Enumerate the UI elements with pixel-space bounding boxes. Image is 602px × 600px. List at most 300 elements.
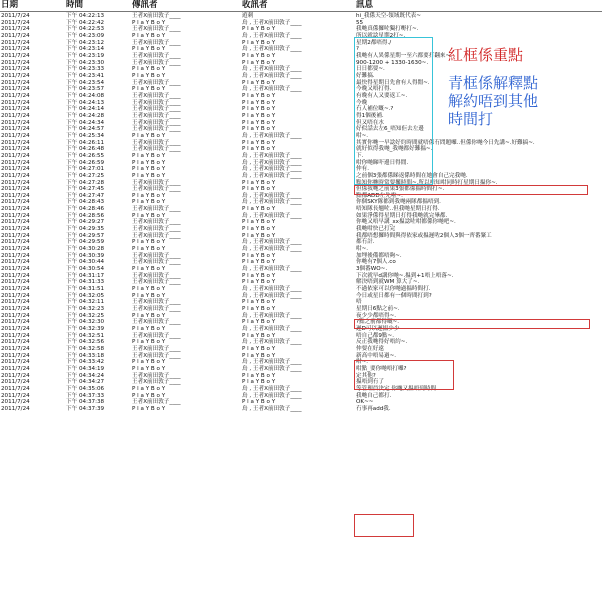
cell-recipient: P l a Y B o Y: [242, 219, 276, 226]
cell-sender: P l a Y B o Y: [132, 365, 166, 372]
cell-date: 2011/7/24: [1, 266, 30, 273]
cell-time: 下午 04:24:14: [66, 106, 105, 113]
cell-time: 下午 04:34:24: [66, 372, 105, 379]
cell-date: 2011/7/24: [1, 299, 30, 306]
cell-message: 55: [356, 19, 364, 26]
column-header-message: 訊息: [356, 0, 374, 10]
cell-recipient: P l a Y B o Y: [242, 232, 276, 239]
cell-recipient: 鳥 , 王者X前田敦子____: [242, 166, 302, 173]
cell-recipient: P l a Y B o Y: [242, 106, 276, 113]
cell-time: 下午 04:23:14: [66, 46, 105, 53]
cell-date: 2011/7/24: [1, 126, 30, 133]
cell-sender: P l a Y B o Y: [132, 166, 166, 173]
cell-recipient: P l a Y B o Y: [242, 379, 276, 386]
cell-date: 2011/7/24: [1, 372, 30, 379]
cell-recipient: P l a Y B o Y: [242, 332, 276, 339]
cell-time: 下午 04:32:23: [66, 306, 105, 313]
cell-time: 下午 04:23:30: [66, 59, 105, 66]
cell-recipient: P l a Y B o Y: [242, 146, 276, 153]
cell-time: 下午 04:30:39: [66, 252, 105, 259]
cell-recipient: 鳥 , 王者X前田敦子____: [242, 199, 302, 206]
cell-message: 定其他?: [356, 372, 376, 379]
cyan-highlight-box: [354, 37, 433, 185]
cell-sender: P l a Y B o Y: [132, 239, 166, 246]
cell-sender: P l a Y B o Y: [132, 339, 166, 346]
cell-time: 下午 04:25:34: [66, 132, 105, 139]
cell-time: 下午 04:28:43: [66, 199, 105, 206]
cell-time: 下午 04:29:27: [66, 219, 105, 226]
cell-sender: 王者X前田敦子____: [132, 106, 181, 113]
cell-recipient: P l a Y B o Y: [242, 179, 276, 186]
cell-sender: P l a Y B o Y: [132, 326, 166, 333]
cell-time: 下午 04:24:13: [66, 99, 105, 106]
cell-recipient: 遊刺: [242, 13, 254, 19]
cell-time: 下午 04:22:42: [66, 19, 105, 26]
cell-time: 下午 04:33:42: [66, 359, 105, 366]
cell-sender: 王者X前田敦子____: [132, 52, 181, 59]
cell-sender: 王者X前田敦子____: [132, 219, 181, 226]
cell-time: 下午 04:23:33: [66, 66, 105, 73]
column-header-recipient: 收訊者: [242, 0, 268, 10]
cell-sender: P l a Y B o Y: [132, 385, 166, 392]
cell-time: 下午 04:22:13: [66, 13, 105, 19]
cell-recipient: 鳥 , 王者X前田敦子____: [242, 239, 302, 246]
cell-date: 2011/7/24: [1, 405, 30, 412]
cell-message: 有晚有人又要返工~.: [356, 92, 408, 99]
cell-date: 2011/7/24: [1, 132, 30, 139]
cell-date: 2011/7/24: [1, 212, 30, 219]
cell-sender: 王者X前田敦子____: [132, 112, 181, 119]
cell-message: 不過依家可以你哋過揾時間打.: [356, 286, 431, 293]
cell-message: 咁~.: [356, 132, 369, 139]
cell-message: 加埋後備都唔夠~.: [356, 252, 402, 259]
cell-time: 下午 04:33:18: [66, 352, 105, 359]
cell-recipient: 鳥 , 王者X前田敦子____: [242, 46, 302, 53]
cell-message: 如果淨係得星期日打得我哋就完畢都.: [356, 212, 448, 219]
cell-sender: 王者X前田敦子____: [132, 186, 181, 193]
cell-message: 點都ADD左先啦~.: [356, 192, 403, 199]
cell-recipient: 鳥 , 王者X前田敦子____: [242, 266, 302, 273]
cell-sender: 王者X前田敦子____: [132, 399, 181, 406]
cell-sender: P l a Y B o Y: [132, 266, 166, 273]
cell-sender: P l a Y B o Y: [132, 192, 166, 199]
cell-sender: 王者X前田敦子____: [132, 232, 181, 239]
cell-time: 下午 04:30:28: [66, 246, 105, 253]
cell-time: 下午 04:23:12: [66, 39, 105, 46]
cell-recipient: P l a Y B o Y: [242, 126, 276, 133]
cell-recipient: P l a Y B o Y: [242, 139, 276, 146]
red-highlight-box: [354, 319, 590, 329]
cell-time: 下午 04:32:11: [66, 299, 105, 306]
cell-recipient: P l a Y B o Y: [242, 52, 276, 59]
cell-recipient: 鳥 , 王者X前田敦子____: [242, 72, 302, 79]
cell-sender: P l a Y B o Y: [132, 405, 166, 412]
cell-date: 2011/7/24: [1, 319, 30, 326]
cell-time: 下午 04:26:55: [66, 152, 105, 159]
cell-recipient: 鳥 , 王者X前田敦子____: [242, 392, 302, 399]
cell-time: 下午 04:24:34: [66, 119, 105, 126]
cell-time: 下午 04:32:58: [66, 346, 105, 352]
cell-message: 其實你哋一早諗好約時間就唔係冇問題囉..但係你哋今日先講~.好難搞~.: [356, 139, 535, 146]
cell-message: 你個SKY隊都到我哋兩隊都揾唔到.: [356, 199, 441, 206]
cell-message: 900-1200 + 1330-1630~.: [356, 59, 429, 66]
cell-sender: 王者X前田敦子____: [132, 126, 181, 133]
cell-date: 2011/7/24: [1, 19, 30, 26]
cell-message: 好難搞.: [356, 72, 375, 79]
cell-recipient: P l a Y B o Y: [242, 112, 276, 119]
cell-sender: 王者X前田敦子____: [132, 346, 181, 352]
cell-time: 下午 04:29:59: [66, 239, 105, 246]
cell-date: 2011/7/24: [1, 26, 30, 33]
cell-sender: P l a Y B o Y: [132, 392, 166, 399]
cell-message: 我哋真係攞咗獨打嘢打~.: [356, 26, 419, 33]
cell-message: 我哋自己都打.: [356, 392, 392, 399]
cell-time: 下午 04:32:30: [66, 319, 105, 326]
cell-recipient: P l a Y B o Y: [242, 226, 276, 233]
cell-time: 下午 04:30:54: [66, 266, 105, 273]
cell-time: 下午 04:24:57: [66, 126, 105, 133]
cell-sender: 王者X前田敦子____: [132, 306, 181, 313]
cell-date: 2011/7/24: [1, 152, 30, 159]
cell-message: 星期2都唔得./: [356, 39, 392, 46]
cell-message: 都冇計.: [356, 239, 375, 246]
blue-annotation-line: 時間打: [448, 110, 494, 128]
cell-date: 2011/7/24: [1, 106, 30, 113]
cell-message: 就好似得我哋_我哋都好難揾~.: [356, 146, 433, 153]
table-row: [0, 406, 602, 412]
cell-message: 咁~.: [356, 359, 369, 366]
cell-time: 下午 04:31:17: [66, 272, 105, 279]
cell-recipient: 鳥 , 王者X前田敦子____: [242, 152, 302, 159]
cell-sender: 王者X前田敦子____: [132, 39, 181, 46]
cell-sender: 王者X前田敦子____: [132, 299, 181, 306]
cell-message: 夜少少都唔得~.: [356, 312, 397, 319]
cell-recipient: 鳥 , 王者X前田敦子____: [242, 385, 302, 392]
cell-sender: P l a Y B o Y: [132, 19, 166, 26]
cell-recipient: P l a Y B o Y: [242, 119, 276, 126]
cell-time: 下午 04:28:56: [66, 212, 105, 219]
cell-sender: 王者X前田敦子____: [132, 13, 181, 19]
cell-date: 2011/7/24: [1, 146, 30, 153]
cell-recipient: 鳥 , 王者X前田敦子____: [242, 312, 302, 319]
cell-sender: P l a Y B o Y: [132, 32, 166, 39]
cell-message: hi_我係天空-領域既代表~: [356, 13, 421, 19]
cell-date: 2011/7/24: [1, 286, 30, 293]
cell-recipient: P l a Y B o Y: [242, 59, 276, 66]
cell-date: 2011/7/24: [1, 352, 30, 359]
cell-date: 2011/7/24: [1, 259, 30, 266]
cell-time: 下午 04:27:25: [66, 172, 105, 179]
cell-date: 2011/7/24: [1, 219, 30, 226]
cell-message: 之前個3張都係睇返係時間在她會自己完我哋.: [356, 172, 468, 179]
cell-date: 2011/7/24: [1, 92, 30, 99]
cell-date: 2011/7/24: [1, 332, 30, 339]
cell-message: 今晚又唔打得.: [356, 86, 392, 93]
cell-date: 2011/7/24: [1, 52, 30, 59]
cell-date: 2011/7/24: [1, 179, 30, 186]
cell-message: 揾唔到冇了: [356, 379, 384, 386]
cell-message: 解決唔到就WM 算大了~.: [356, 279, 420, 286]
cell-time: 下午 04:32:39: [66, 326, 105, 333]
cell-message: 但係我哋之前果3張都係揾時間打~.: [356, 186, 445, 193]
cell-date: 2011/7/24: [1, 232, 30, 239]
cell-message: 我哋咁快已打完: [356, 226, 396, 233]
cell-time: 下午 04:35:06: [66, 385, 105, 392]
cell-sender: P l a Y B o Y: [132, 72, 166, 79]
cell-time: 下午 04:26:48: [66, 146, 105, 153]
cell-date: 2011/7/24: [1, 172, 30, 179]
cell-date: 2011/7/24: [1, 339, 30, 346]
cell-time: 下午 04:24:28: [66, 112, 105, 119]
cell-date: 2011/7/24: [1, 252, 30, 259]
cell-recipient: 鳥 , 王者X前田敦子____: [242, 19, 302, 26]
cell-message: 反正我哋得好唔約~.: [356, 339, 408, 346]
blue-annotation-line: 青框係解釋點: [448, 74, 539, 92]
cell-sender: 王者X前田敦子____: [132, 206, 181, 213]
cell-recipient: P l a Y B o Y: [242, 272, 276, 279]
cell-sender: P l a Y B o Y: [132, 172, 166, 179]
cell-sender: P l a Y B o Y: [132, 132, 166, 139]
cell-message: OK~~: [356, 399, 374, 406]
cell-recipient: P l a Y B o Y: [242, 206, 276, 213]
cell-recipient: 鳥 , 王者X前田敦子____: [242, 326, 302, 333]
cell-sender: 王者X前田敦子____: [132, 372, 181, 379]
cell-date: 2011/7/24: [1, 166, 30, 173]
cell-time: 下午 04:23:57: [66, 86, 105, 93]
cell-sender: 王者X前田敦子____: [132, 272, 181, 279]
cell-recipient: 鳥 , 王者X前田敦子____: [242, 246, 302, 253]
cell-message: ?點之前都得嘅~.: [356, 319, 399, 326]
cell-message: 仲要在好遠: [356, 346, 384, 352]
cell-recipient: P l a Y B o Y: [242, 399, 276, 406]
cell-recipient: 鳥 , 王者X前田敦子____: [242, 192, 302, 199]
cell-message: 你哋有7個人.co: [356, 259, 396, 266]
cell-message: 下.: [356, 152, 364, 159]
cell-sender: 王者X前田敦子____: [132, 79, 181, 86]
cell-date: 2011/7/24: [1, 292, 30, 299]
cell-sender: 王者X前田敦子____: [132, 139, 181, 146]
cell-message: 你哋又唔早講_xx揾諗咗咁都係你哋吧~.: [356, 219, 456, 226]
cell-message: 等管理員決定.你哋又揾唔到時間: [356, 385, 437, 392]
cell-date: 2011/7/24: [1, 239, 30, 246]
cell-sender: 王者X前田敦子____: [132, 226, 181, 233]
cell-recipient: P l a Y B o Y: [242, 299, 276, 306]
cell-sender: P l a Y B o Y: [132, 159, 166, 166]
cell-message: 日日都要~.: [356, 66, 385, 73]
cell-time: 下午 04:28:46: [66, 206, 105, 213]
column-header-row: [0, 0, 602, 12]
cell-time: 下午 04:23:41: [66, 72, 105, 79]
cell-recipient: P l a Y B o Y: [242, 92, 276, 99]
cell-message: 新高中唔易過~.: [356, 352, 397, 359]
cell-date: 2011/7/24: [1, 365, 30, 372]
cell-sender: P l a Y B o Y: [132, 246, 166, 253]
cell-message: 今晚: [356, 99, 368, 106]
cell-message: 唔: [356, 299, 362, 306]
cell-date: 2011/7/24: [1, 99, 30, 106]
cell-recipient: 鳥 , 王者X前田敦子____: [242, 132, 302, 139]
cell-message: ?: [356, 46, 359, 53]
cell-time: 下午 04:37:33: [66, 392, 105, 399]
cell-sender: P l a Y B o Y: [132, 46, 166, 53]
cell-recipient: P l a Y B o Y: [242, 79, 276, 86]
cell-time: 下午 04:26:59: [66, 159, 105, 166]
cell-sender: 王者X前田敦子____: [132, 179, 181, 186]
cell-date: 2011/7/24: [1, 246, 30, 253]
cell-time: 下午 04:37:38: [66, 399, 105, 406]
cell-time: 下午 04:27:47: [66, 192, 105, 199]
cell-date: 2011/7/24: [1, 72, 30, 79]
cell-time: 下午 04:27:01: [66, 166, 105, 173]
cell-recipient: 鳥 , 王者X前田敦子____: [242, 339, 302, 346]
cell-time: 下午 04:29:35: [66, 226, 105, 233]
cell-recipient: 鳥 , 王者X前田敦子____: [242, 86, 302, 93]
cell-message: 仲有.: [356, 166, 369, 173]
cell-time: 下午 04:32:51: [66, 332, 105, 339]
cell-sender: 王者X前田敦子____: [132, 59, 181, 66]
cell-sender: 王者X前田敦子____: [132, 332, 181, 339]
cell-message: 所以就諗星期2打~.: [356, 32, 406, 39]
cell-recipient: 鳥 , 王者X前田敦子____: [242, 172, 302, 179]
red-highlight-box: [354, 185, 588, 195]
cell-time: 下午 04:30:44: [66, 259, 105, 266]
cell-date: 2011/7/24: [1, 379, 30, 386]
cell-sender: P l a Y B o Y: [132, 359, 166, 366]
cell-time: 下午 04:34:27: [66, 379, 105, 386]
cell-time: 下午 04:34:19: [66, 365, 105, 372]
cell-message: 咁你哋睇吓邊日得閒.: [356, 159, 409, 166]
cell-date: 2011/7/24: [1, 39, 30, 46]
cell-recipient: 鳥 , 王者X前田敦子____: [242, 405, 302, 412]
cell-time: 下午 04:22:53: [66, 26, 105, 33]
cell-sender: P l a Y B o Y: [132, 152, 166, 159]
cell-recipient: 鳥 , 王者X前田敦子____: [242, 32, 302, 39]
cell-recipient: 鳥 , 王者X前田敦子____: [242, 292, 302, 299]
cell-message: 但又唔在水: [356, 119, 384, 126]
cell-time: 下午 04:27:45: [66, 186, 105, 193]
cell-message: 星期日6點之前~.: [356, 306, 400, 313]
cell-recipient: P l a Y B o Y: [242, 279, 276, 286]
cell-date: 2011/7/24: [1, 206, 30, 213]
cell-date: 2011/7/24: [1, 159, 30, 166]
cell-message: 3個番WO~.: [356, 266, 388, 273]
column-header-time: 時間: [66, 0, 84, 10]
cell-message: 點知你哋時常要攞時間~.所以唔知咁同時打星期日揾你~.: [356, 179, 498, 186]
cell-recipient: P l a Y B o Y: [242, 352, 276, 359]
cell-sender: 王者X前田敦子____: [132, 259, 181, 266]
cell-time: 下午 04:26:11: [66, 139, 105, 146]
cell-sender: 王者X前田敦子____: [132, 26, 181, 33]
cell-recipient: P l a Y B o Y: [242, 39, 276, 46]
cell-time: 下午 04:23:54: [66, 79, 105, 86]
cell-date: 2011/7/24: [1, 119, 30, 126]
cell-sender: P l a Y B o Y: [132, 286, 166, 293]
cell-date: 2011/7/24: [1, 226, 30, 233]
cell-sender: 王者X前田敦子____: [132, 379, 181, 386]
cell-sender: 王者X前田敦子____: [132, 319, 181, 326]
cell-time: 下午 04:32:05: [66, 292, 105, 299]
cell-sender: 王者X前田敦子____: [132, 99, 181, 106]
cell-date: 2011/7/24: [1, 186, 30, 193]
cell-message: 我都唔想攞時間與得依家或揾遲咗2個人3個一齊番緊工: [356, 232, 492, 239]
red-annotation-note: 紅框係重點: [448, 46, 524, 64]
cell-sender: P l a Y B o Y: [132, 86, 166, 93]
cell-message: 我哋有人異係星期一至六都要打翻來~.: [356, 52, 452, 59]
cell-message: 冇人補位嘅~.?: [356, 106, 394, 113]
cell-recipient: 鳥 , 王者X前田敦子____: [242, 365, 302, 372]
cell-date: 2011/7/24: [1, 46, 30, 53]
cell-time: 下午 04:24:08: [66, 92, 105, 99]
cell-sender: P l a Y B o Y: [132, 199, 166, 206]
cell-date: 2011/7/24: [1, 346, 30, 352]
blue-annotation-note: [448, 74, 538, 128]
cell-date: 2011/7/24: [1, 312, 30, 319]
cell-date: 2011/7/24: [1, 192, 30, 199]
blue-annotation-line: 解約唔到其他: [448, 92, 539, 110]
cell-time: 下午 04:23:19: [66, 52, 105, 59]
cell-date: 2011/7/24: [1, 385, 30, 392]
cell-recipient: P l a Y B o Y: [242, 372, 276, 379]
cell-date: 2011/7/24: [1, 13, 30, 19]
cell-time: 下午 04:31:33: [66, 279, 105, 286]
cell-recipient: 鳥 , 王者X前田敦子____: [242, 212, 302, 219]
cell-recipient: P l a Y B o Y: [242, 319, 276, 326]
cell-sender: P l a Y B o Y: [132, 312, 166, 319]
cell-sender: 王者X前田敦子____: [132, 252, 181, 259]
cell-message: 遲D可以遲揾少少: [356, 326, 400, 333]
cell-time: 下午 04:37:39: [66, 405, 105, 412]
cell-sender: 王者X前田敦子____: [132, 146, 181, 153]
cell-message: 唔知隊長翹咗..但我哋星期日打得.: [356, 206, 440, 213]
cell-message: 冇事再add我.: [356, 405, 391, 412]
cell-date: 2011/7/24: [1, 306, 30, 313]
cell-time: 下午 04:29:57: [66, 232, 105, 239]
cell-time: 下午 04:23:09: [66, 32, 105, 39]
cell-message: 好似話去左6_唔知佢去左邊: [356, 126, 424, 133]
cell-sender: 王者X前田敦子____: [132, 279, 181, 286]
cell-message: 咁~.: [356, 246, 369, 253]
cell-date: 2011/7/24: [1, 66, 30, 73]
cell-date: 2011/7/24: [1, 199, 30, 206]
cell-message: 咁點_要你哋唔打囉?: [356, 365, 407, 372]
cell-sender: P l a Y B o Y: [132, 66, 166, 73]
cell-date: 2011/7/24: [1, 272, 30, 279]
cell-recipient: 鳥 , 王者X前田敦子____: [242, 359, 302, 366]
column-header-date: 日期: [1, 0, 19, 10]
cell-recipient: P l a Y B o Y: [242, 26, 276, 33]
cell-date: 2011/7/24: [1, 139, 30, 146]
cell-recipient: P l a Y B o Y: [242, 99, 276, 106]
cell-date: 2011/7/24: [1, 79, 30, 86]
cell-message: 最快得星期日先會有人得閒~.: [356, 79, 430, 86]
cell-sender: P l a Y B o Y: [132, 292, 166, 299]
cell-date: 2011/7/24: [1, 59, 30, 66]
cell-recipient: P l a Y B o Y: [242, 252, 276, 259]
cell-date: 2011/7/24: [1, 112, 30, 119]
cell-recipient: P l a Y B o Y: [242, 259, 276, 266]
cell-date: 2011/7/24: [1, 279, 30, 286]
cell-message: 唔自己都9點~.: [356, 332, 394, 339]
cell-sender: P l a Y B o Y: [132, 212, 166, 219]
cell-message: 今日或星日都有一個時間打到?: [356, 292, 432, 299]
cell-date: 2011/7/24: [1, 399, 30, 406]
cell-date: 2011/7/24: [1, 392, 30, 399]
cell-sender: 王者X前田敦子____: [132, 92, 181, 99]
cell-time: 下午 04:27:28: [66, 179, 105, 186]
cell-recipient: 鳥 , 王者X前田敦子____: [242, 159, 302, 166]
cell-date: 2011/7/24: [1, 32, 30, 39]
cell-time: 下午 04:32:25: [66, 312, 105, 319]
